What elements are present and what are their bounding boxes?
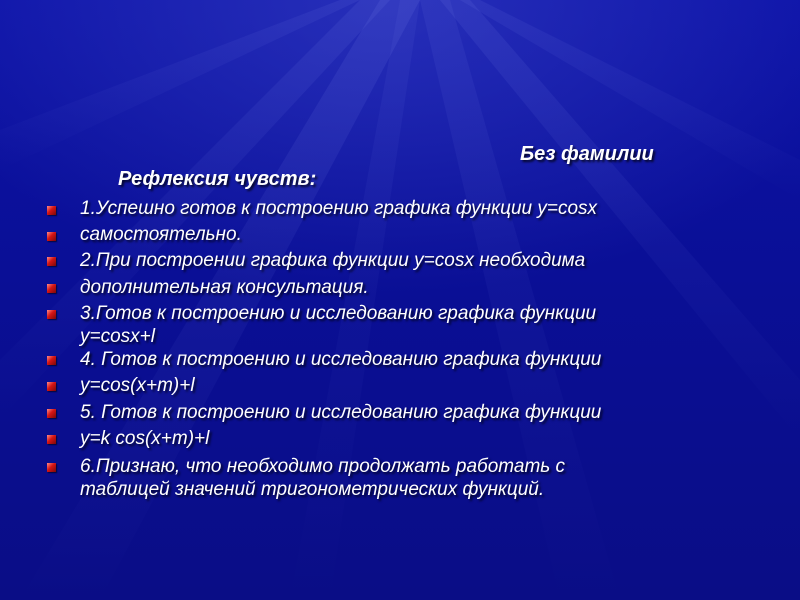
list-item-text: дополнительная консультация. (80, 277, 369, 298)
list-item-text: 1.Успешно готов к построению графика функции у=cosх (80, 198, 598, 219)
slide-heading: Рефлексия чувств: (118, 168, 317, 190)
list-item-text: у=cos(х+m)+l (80, 375, 195, 396)
list-item-text: у=k cos(х+m)+l (80, 428, 210, 449)
bullet-icon (47, 257, 56, 266)
bullet-icon (47, 409, 56, 418)
list-item-text: 5. Готов к построению и исследованию графика функции (80, 402, 602, 423)
bullet-icon (47, 435, 56, 444)
list-item-text: у=cosх+l (80, 326, 155, 347)
list-item-text: 4. Готов к построению и исследованию графика функции (80, 349, 602, 370)
bullet-icon (47, 463, 56, 472)
list-item-text: 2.При построении графика функции у=cosх необходима (80, 250, 586, 271)
list-item-text: таблицей значений тригонометрических функций. (80, 479, 545, 500)
list-item-text: 3.Готов к построению и исследованию графика функции (80, 303, 597, 324)
bullet-icon (47, 206, 56, 215)
list-item-text: 6.Признаю, что необходимо продолжать работать с (80, 456, 566, 477)
list-item-text: самостоятельно. (80, 224, 242, 245)
bullet-icon (47, 284, 56, 293)
subtitle: Без фамилии (520, 143, 654, 165)
bullet-icon (47, 356, 56, 365)
bullet-icon (47, 232, 56, 241)
bullet-icon (47, 310, 56, 319)
bullet-icon (47, 382, 56, 391)
